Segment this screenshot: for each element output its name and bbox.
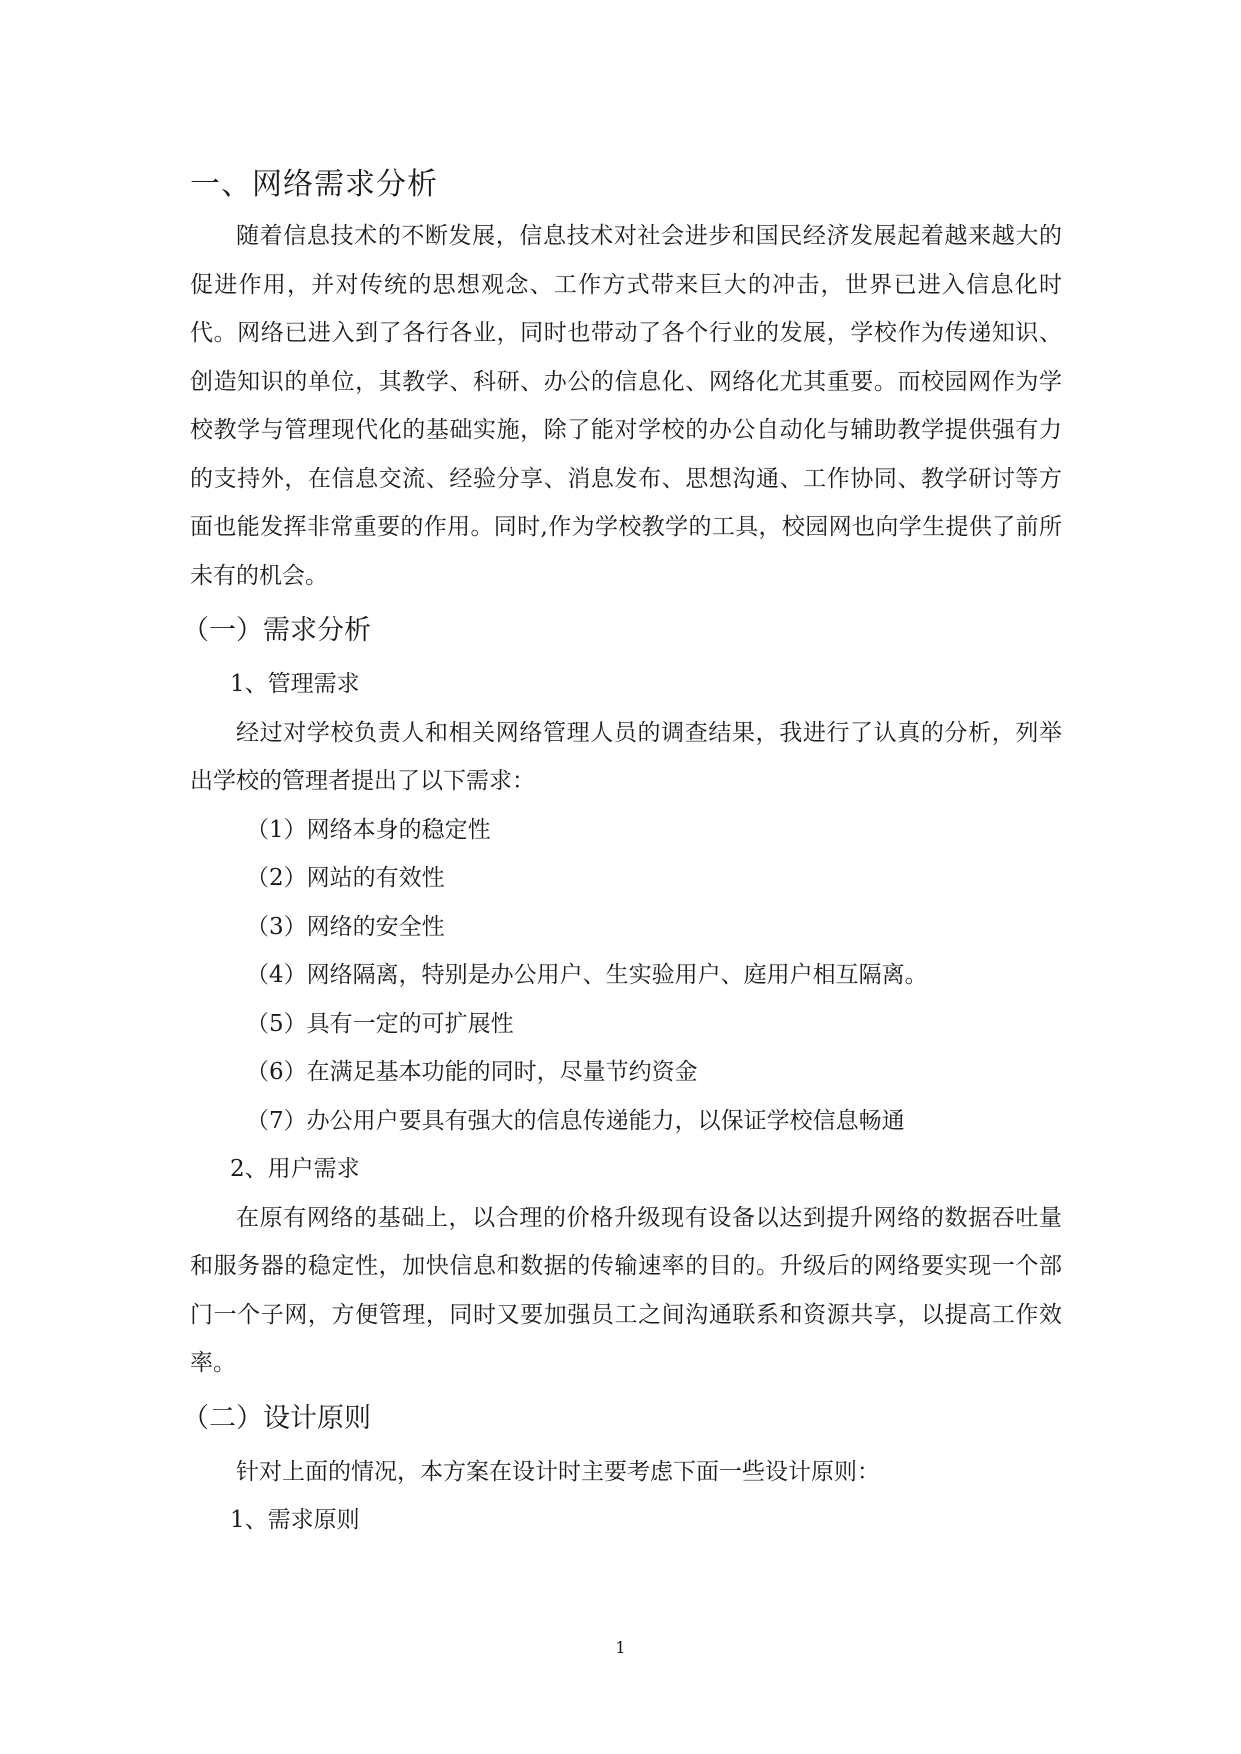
requirement-item: （4）网络隔离，特别是办公用户、生实验用户、庭用户相互隔离。	[246, 962, 928, 988]
requirement-item: （2）网站的有效性	[246, 865, 445, 891]
requirement-item: （3）网络的安全性	[246, 913, 445, 940]
user-requirements-paragraph: 在原有网络的基础上，以合理的价格升级现有设备以达到提升网络的数据吞吐量和服务器的稳定性，加快信息和数据的传输速率的目的。升级后的网络要实现一个部门一个子网，方便管理，同时又要加强员工之间沟通联系和资源共享，以提高工作效率。	[190, 1204, 1062, 1376]
user-requirements-title: 2、用户需求	[230, 1156, 360, 1182]
requirement-item: （5）具有一定的可扩展性	[246, 1010, 514, 1037]
requirements-list	[190, 806, 1062, 1146]
section-design-principles-title: （二）设计原则	[182, 1402, 371, 1434]
requirement-item: （7）办公用户要具有强大的信息传递能力，以保证学校信息畅通	[246, 1107, 905, 1134]
design-principles-paragraph: 针对上面的情况，本方案在设计时主要考虑下面一些设计原则：	[236, 1458, 880, 1485]
page-number: 1	[615, 1638, 626, 1657]
intro-paragraph: 随着信息技术的不断发展，信息技术对社会进步和国民经济发展起着越来越大的促进作用，并对传统的思想观念、工作方式带来巨大的冲击，世界已进入信息化时代。网络已进入到了各行各业，同时也带动了各个行业的发展，学校作为传递知识、创造知识的单位，其教学、科研、办公的信息化、网络化尤其重要。而校园网作为学校教学与管理现代化的基础实施，除了能对学校的办公自动化与辅助教学提供强有力的支持外，在信息交流、经验分享、消息发布、思想沟通、工作协同、教学研讨等方面也能发挥非常重要的作用。同时,作为学校教学的工具，校园网也向学生提供了前所未有的机会。	[190, 223, 1062, 589]
requirement-item: （1）网络本身的稳定性	[246, 816, 491, 843]
heading-network-requirements-analysis: 一、网络需求分析	[190, 167, 438, 202]
management-requirements-paragraph: 经过对学校负责人和相关网络管理人员的调查结果，我进行了认真的分析，列举出学校的管理者提出了以下需求：	[190, 719, 1062, 794]
requirement-principle-title: 1、需求原则	[230, 1507, 360, 1533]
management-requirements-title: 1、管理需求	[230, 671, 360, 697]
requirement-item: （6）在满足基本功能的同时，尽量节约资金	[246, 1059, 698, 1085]
page-content	[182, 160, 1062, 1545]
section-requirements-analysis-title: （一）需求分析	[182, 615, 371, 646]
